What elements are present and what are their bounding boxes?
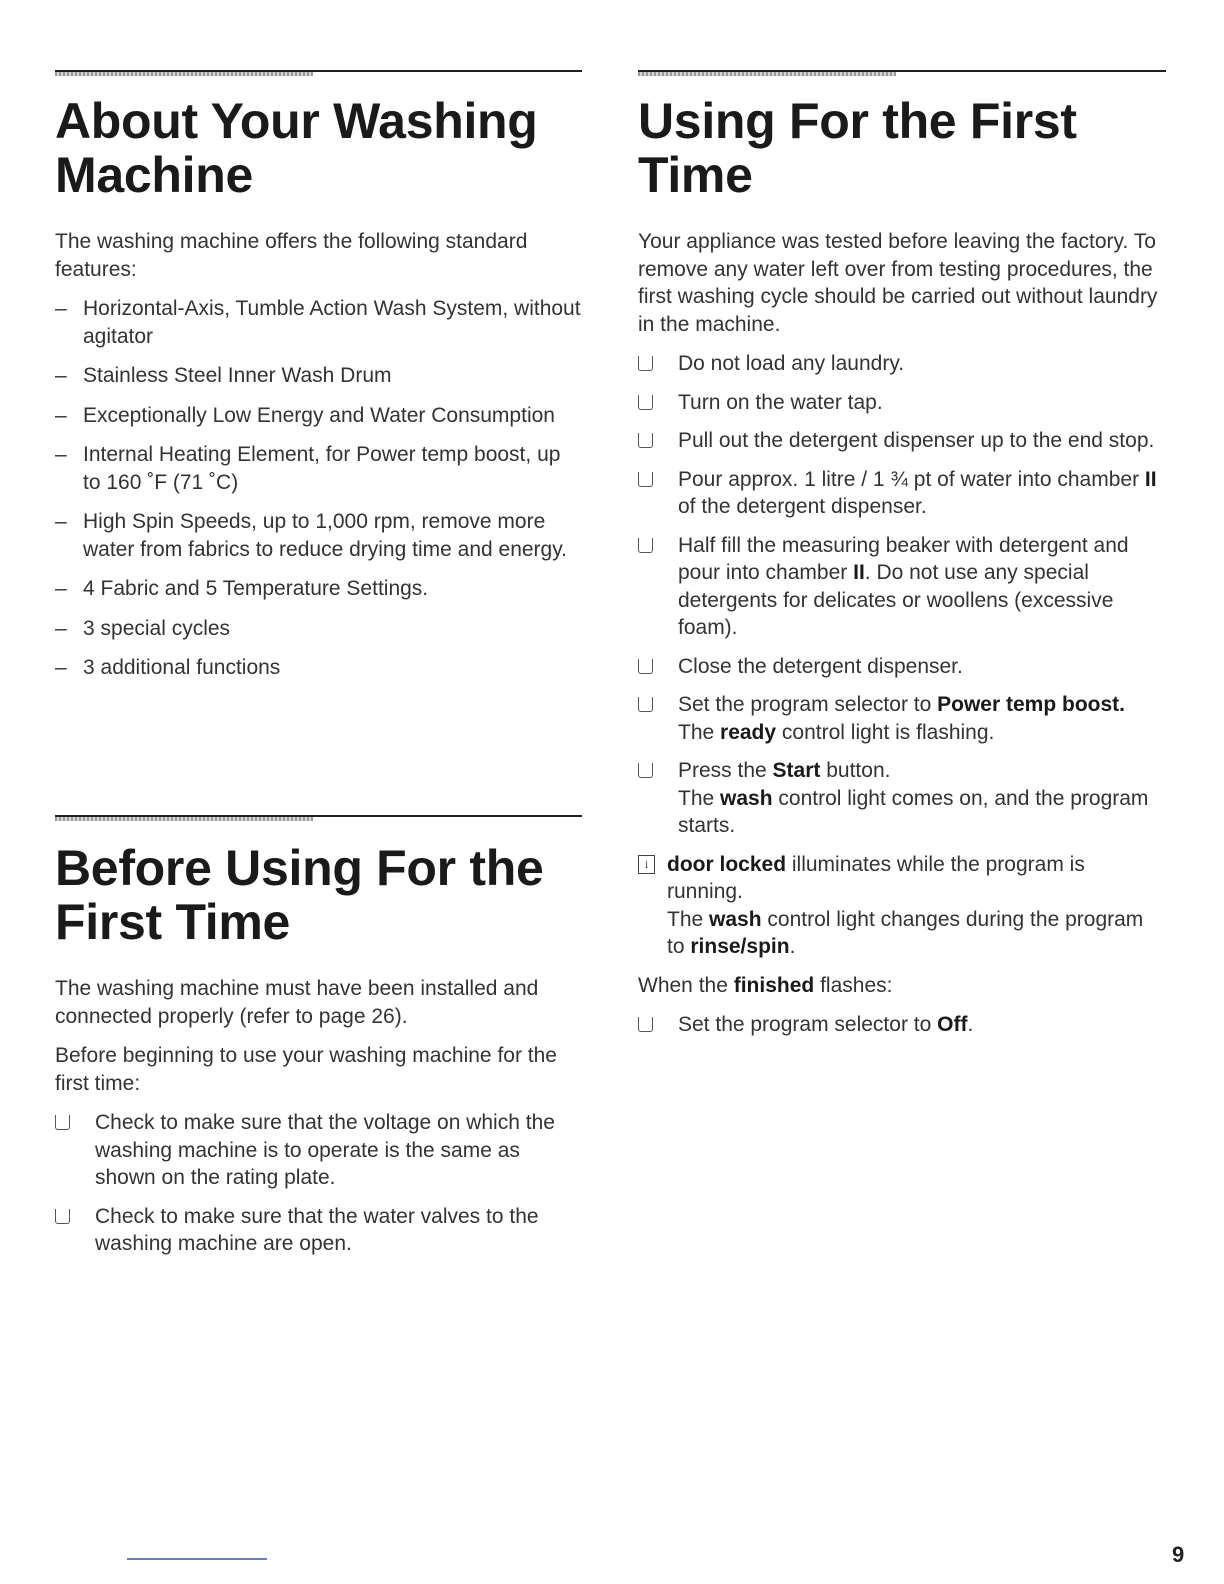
feature-item: – High Spin Speeds, up to 1,000 rpm, remove more water from fabrics to reduce drying time and energy.	[55, 510, 567, 561]
step-item: Set the program selector to Power temp boost. The ready control light is flashing.	[638, 691, 1166, 746]
step-item: Pour approx. 1 litre / 1 ¾ pt of water into chamber II of the detergent dispenser.	[638, 466, 1166, 521]
step-item: Set the program selector to Off.	[638, 1011, 1166, 1039]
step-item: Close the detergent dispenser.	[638, 653, 1166, 681]
checkbox-icon	[55, 1115, 70, 1130]
feature-item: – Horizontal-Axis, Tumble Action Wash System, without agitator	[55, 297, 581, 348]
dash-marker: –	[55, 510, 67, 533]
finished-steps	[638, 1011, 1166, 1039]
dash-marker: –	[55, 656, 67, 679]
check-item: Check to make sure that the voltage on which the washing machine is to operate is the same as shown on the rating plate.	[55, 1109, 582, 1192]
feature-item: – Stainless Steel Inner Wash Drum	[55, 362, 582, 390]
step-item: Pull out the detergent dispenser up to the end stop.	[638, 427, 1166, 455]
feature-item: – 3 special cycles	[55, 615, 582, 643]
before-checklist	[55, 1109, 582, 1258]
dash-marker: –	[55, 616, 67, 640]
step-item: Half fill the measuring beaker with detergent and pour into chamber II. Do not use any special detergents for delicates or woollens (excessive foam).	[638, 532, 1166, 642]
about-title: About Your Washing Machine	[55, 93, 538, 203]
before-section	[55, 815, 582, 1269]
section-rule	[638, 70, 1166, 76]
door-locked-note: i door locked illuminates while the program is running. The wash control light changes during the program to rinse/spin.	[638, 851, 1166, 961]
check-item: Check to make sure that the water valves to the washing machine are open.	[55, 1203, 582, 1258]
dash-marker: –	[55, 297, 67, 320]
first-time-steps	[638, 350, 1166, 840]
dash-marker: –	[55, 364, 67, 387]
bottom-rule	[127, 1558, 267, 1560]
before-para1: The washing machine must have been installed and connected properly (refer to page 26).	[55, 977, 539, 1028]
checkbox-icon	[638, 356, 653, 371]
dash-marker: –	[55, 403, 67, 427]
finished-line: When the finished flashes:	[638, 973, 893, 997]
checkbox-icon	[638, 433, 653, 448]
checkbox-icon	[638, 538, 653, 553]
checkbox-icon	[638, 395, 653, 410]
checkbox-icon	[55, 1209, 70, 1224]
about-section	[55, 70, 582, 694]
step-item: Turn on the water tap.	[638, 389, 1166, 417]
feature-list	[55, 295, 582, 682]
dash-marker: –	[55, 443, 67, 466]
checkbox-icon	[638, 472, 653, 487]
feature-item: – Internal Heating Element, for Power temp boost, up to 160 ˚F (71 ˚C)	[55, 443, 561, 494]
section-rule	[55, 815, 582, 821]
section-rule	[55, 70, 582, 76]
feature-item: – 4 Fabric and 5 Temperature Settings.	[55, 575, 582, 603]
checkbox-icon	[638, 1017, 653, 1032]
before-title: Before Using For the First Time	[55, 840, 544, 950]
first-time-title: Using For the First Time	[638, 93, 1077, 203]
page-number: 9	[1172, 1542, 1185, 1567]
dash-marker: –	[55, 577, 67, 600]
feature-item: – 3 additional functions	[55, 654, 582, 682]
checkbox-icon	[638, 697, 653, 712]
before-para2: Before beginning to use your washing machine for the first time:	[55, 1044, 557, 1095]
checkbox-icon	[638, 763, 653, 778]
feature-item: – Exceptionally Low Energy and Water Consumption	[55, 402, 582, 430]
first-time-intro: Your appliance was tested before leaving the factory. To remove any water left over from testing procedures, the first washing cycle should be carried out without laundry in the machine.	[638, 230, 1158, 336]
first-time-section	[638, 70, 1166, 1050]
step-item: Do not load any laundry.	[638, 350, 1166, 378]
step-item: Press the Start button. The wash control light comes on, and the program starts.	[638, 757, 1166, 840]
info-icon: i	[638, 855, 655, 874]
about-intro: The washing machine offers the following standard features:	[55, 230, 528, 281]
checkbox-icon	[638, 659, 653, 674]
